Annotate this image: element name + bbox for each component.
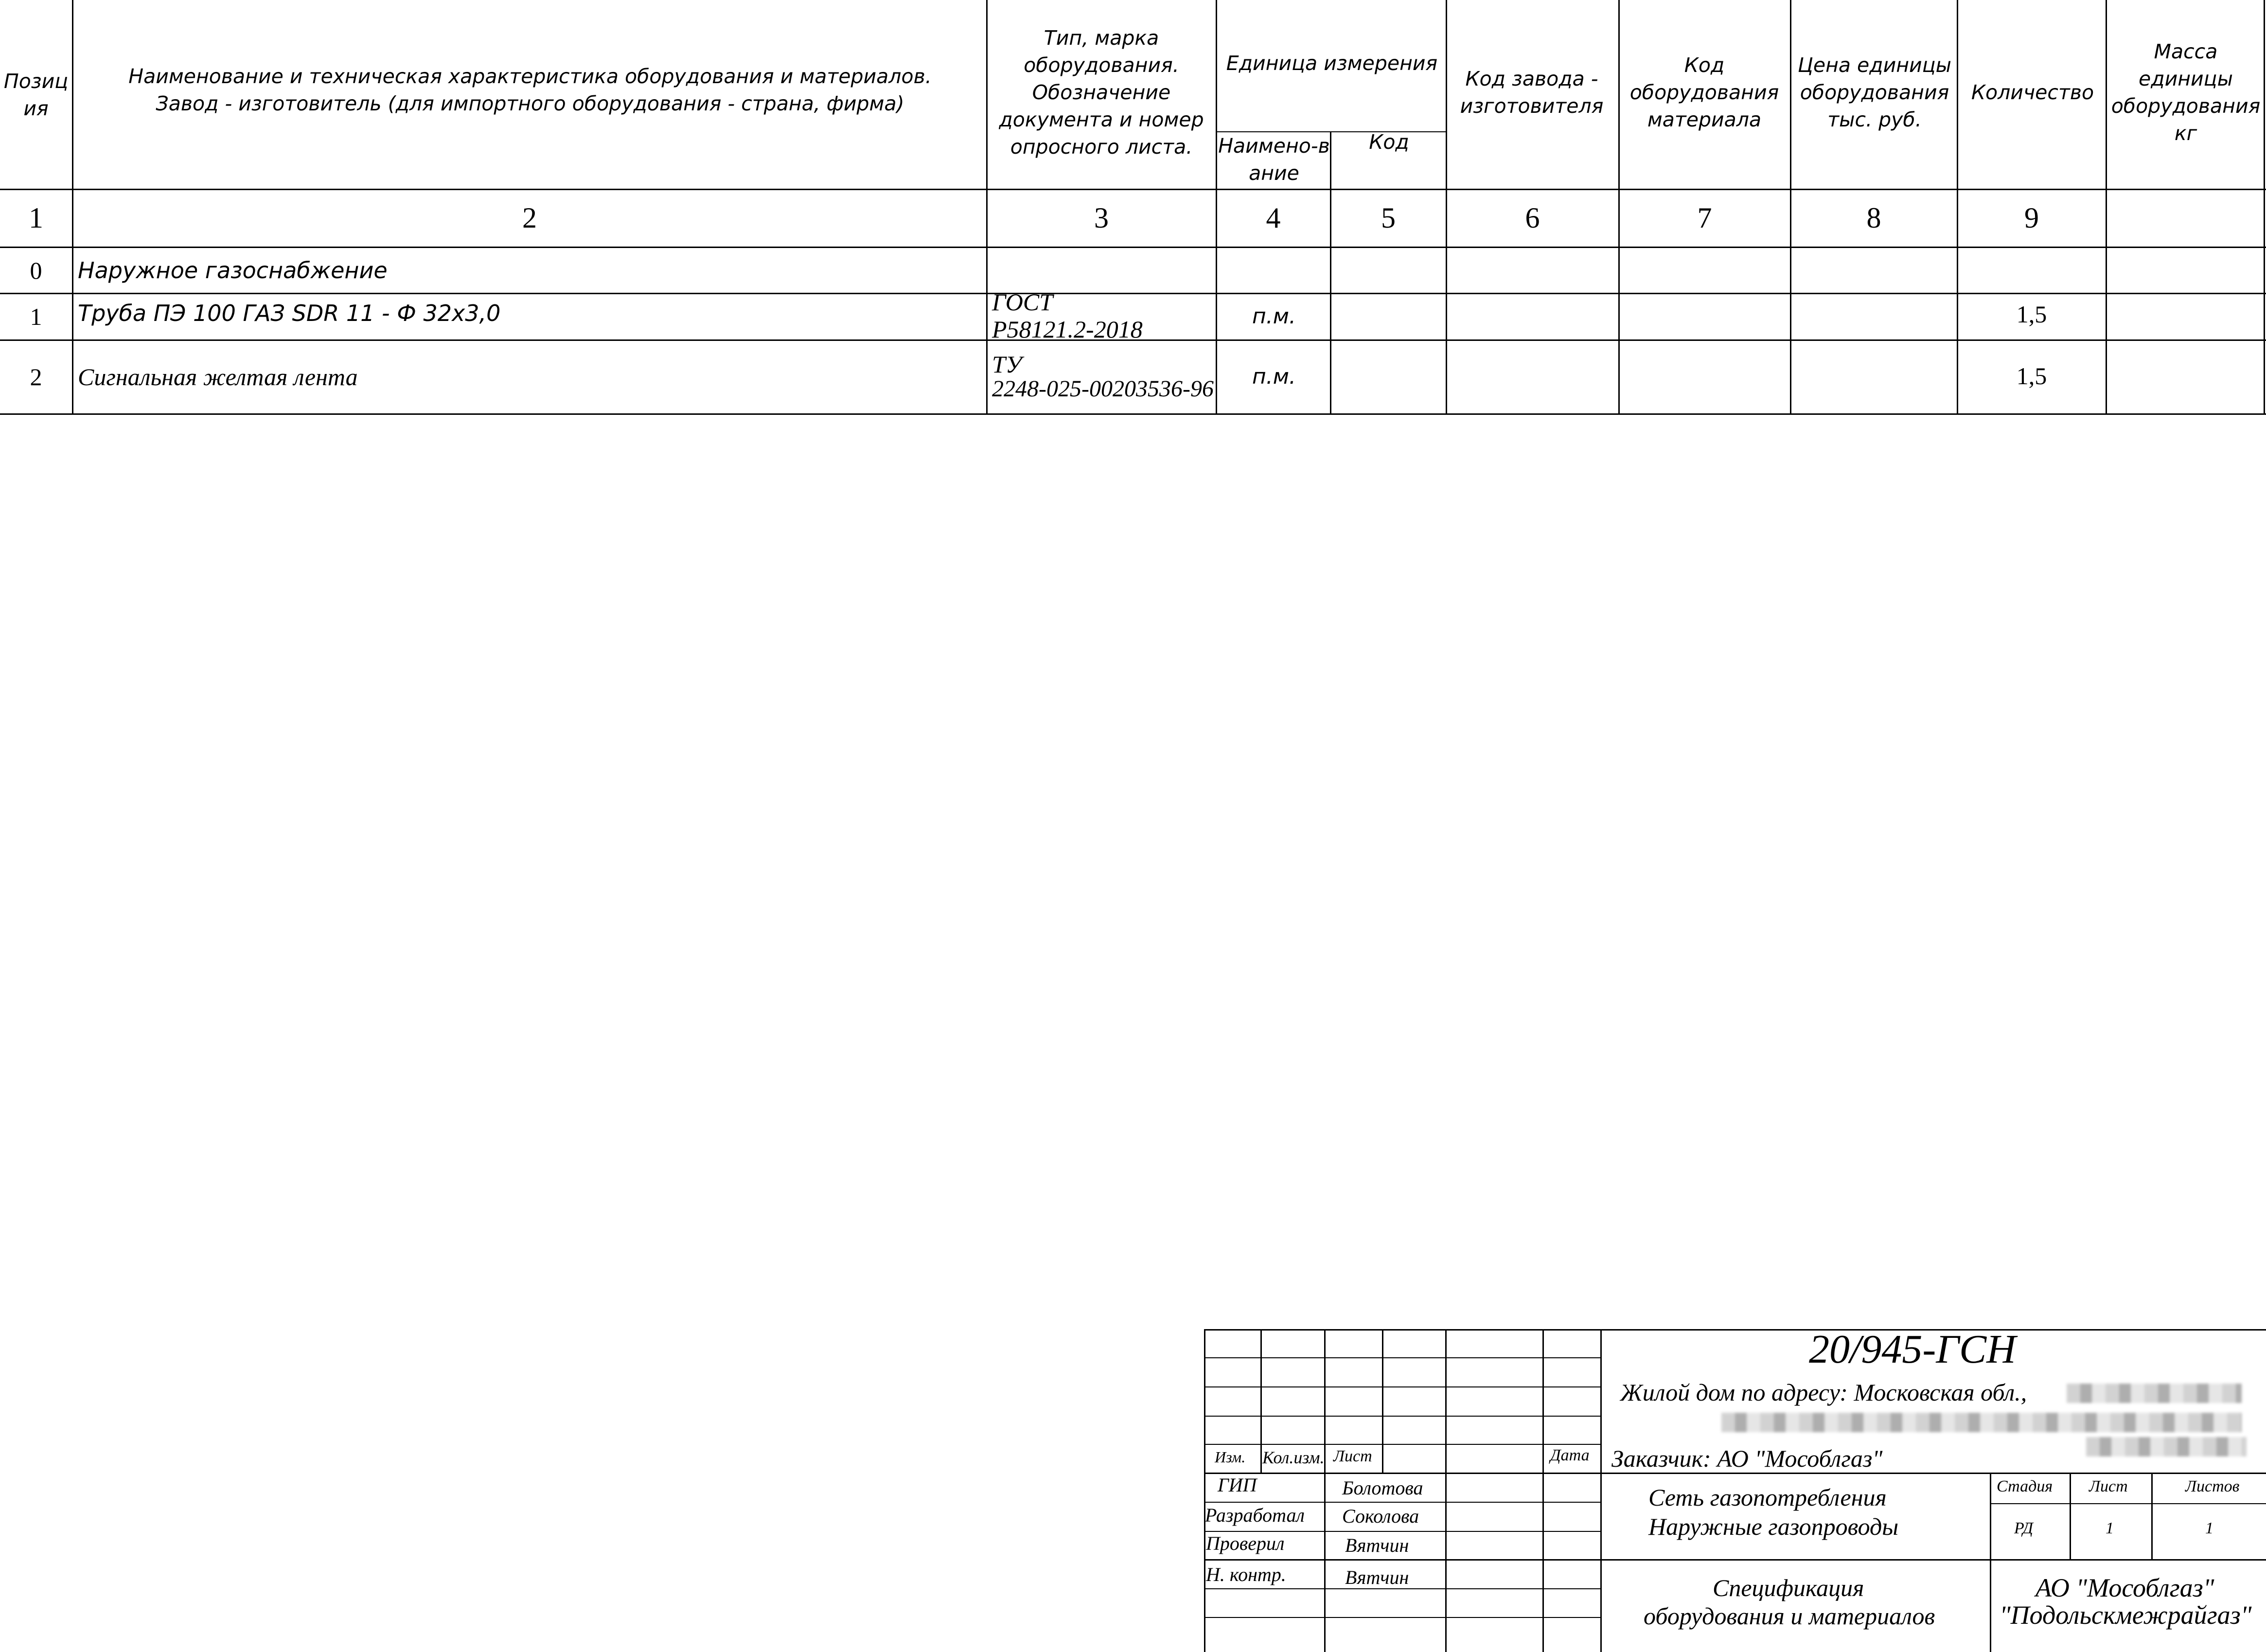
row-quantity: 1,5 [2016,301,2047,328]
column-number: 9 [2024,202,2039,234]
row-type-line2: 2248-025-00203536-96 [992,376,1214,402]
label-date: Дата [1550,1446,1590,1464]
column-number: 4 [1266,202,1281,234]
column-number: 7 [1697,202,1712,234]
column-number: 6 [1525,202,1540,234]
name-gip: Болотова [1342,1477,1423,1499]
header-mass: Масса единицы оборудования кг [2111,40,2261,145]
row-position: 0 [30,256,42,284]
row-type-line2: Р58121.2-2018 [992,316,1143,343]
header-unit-group: Единица измерения [1226,52,1438,75]
label-izm: Изм. [1215,1448,1246,1466]
header-unit-name: Наимено-в ание [1218,134,1330,185]
redacted-address [1721,1413,2242,1432]
object-address: Жилой дом по адресу: Московская обл., [1620,1379,2027,1406]
row-name: Сигнальная желтая лента [78,363,358,391]
org-line1: АО "Мособлгаз" [2036,1573,2214,1602]
org-line2: "Подольскмежрайгаз" [2000,1600,2252,1630]
header-factory-code: Код завода - изготовителя [1460,67,1604,118]
stage-label: Стадия [1997,1477,2053,1495]
role-gip: ГИП [1218,1474,1257,1496]
redacted-address [2086,1437,2247,1457]
header-position: Позиц ия [3,70,69,120]
name-norm-control: Вятчин [1345,1566,1409,1588]
row-position: 1 [30,303,42,330]
header-material-code: Код оборудования материала [1629,53,1779,131]
section-line1: Сеть газопотребления [1648,1484,1887,1511]
sheet-value: 1 [2106,1519,2114,1537]
header-quantity: Количество [1971,81,2094,104]
row-position: 2 [30,363,42,391]
row-name: Труба ПЭ 100 ГАЗ SDR 11 - Ф 32х3,0 [78,300,501,326]
doc-title-line2: оборудования и материалов [1644,1602,1935,1630]
header-unit-code: Код [1369,130,1409,154]
redacted-address [2067,1384,2242,1403]
doc-code: 20/945-ГСН [1809,1327,2016,1372]
section-line2: Наружные газопроводы [1648,1513,1899,1540]
name-checked: Вятчин [1345,1534,1409,1556]
sheets-label: Листов [2185,1477,2240,1495]
role-checked: Проверил [1206,1532,1285,1554]
header-type: Тип, марка оборудования. Обозначение документа и номер опросного листа. [999,26,1204,159]
label-kol-izm: Кол.изм. [1262,1448,1325,1467]
column-number: 8 [1866,202,1881,234]
doc-title-line1: Спецификация [1713,1574,1864,1601]
name-developer: Соколова [1342,1505,1419,1527]
row-unit: п.м. [1252,304,1296,329]
column-number: 5 [1381,202,1396,234]
row-type-line1: ГОСТ [992,288,1053,316]
column-number: 1 [29,202,43,234]
stage-value: РД [2014,1519,2034,1537]
label-list: Лист [1333,1447,1372,1465]
role-developer: Разработал [1205,1504,1305,1526]
row-quantity: 1,5 [2016,362,2047,390]
customer: Заказчик: АО "Мособлгаз" [1611,1445,1883,1472]
row-unit: п.м. [1252,364,1296,389]
sheets-value: 1 [2205,1519,2213,1537]
column-number: 3 [1094,202,1109,234]
sheet-label: Лист [2089,1477,2128,1495]
column-number: 2 [522,202,537,234]
header-name: Наименование и техническая характеристика оборудования и материалов. Завод - изготовитель (для импортного оборудования - страна, фирма) [128,65,932,115]
row-name: Наружное газоснабжение [78,257,388,284]
row-type-line1: ТУ [992,351,1022,378]
role-norm-control: Н. контр. [1206,1563,1286,1585]
header-price: Цена единицы оборудования тыс. руб. [1798,53,1951,131]
